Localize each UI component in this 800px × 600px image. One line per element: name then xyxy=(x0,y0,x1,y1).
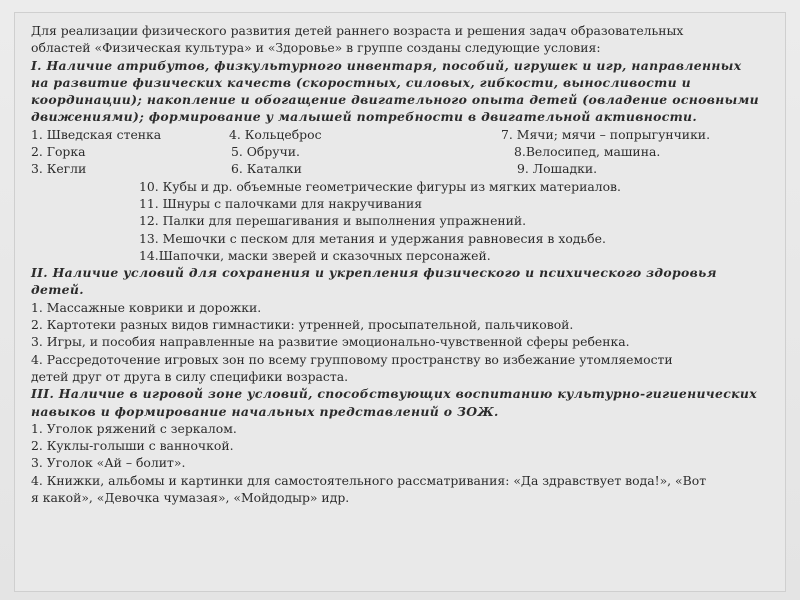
equipment-item: 3. Кегли xyxy=(31,161,87,177)
equipment-item: 9. Лошадки. xyxy=(517,161,598,177)
section-2-heading: детей. xyxy=(31,282,84,298)
section-3-heading: III. Наличие в игровой зоне условий, способствующих воспитанию культурно-гигиенических xyxy=(31,386,757,402)
list-item: 2. Картотеки разных видов гимнастики: утренней, просыпательной, пальчиковой. xyxy=(31,317,574,333)
equipment-item: 13. Мешочки с песком для метания и удержания равновесия в ходьбе. xyxy=(139,230,606,246)
section-1-heading: на развитие физических качеств (скоростных, силовых, гибкости, выносливости и xyxy=(31,74,691,90)
equipment-item: 2. Горка xyxy=(31,144,86,160)
slide-text xyxy=(31,22,771,506)
list-item: я какой», «Девочка чумазая», «Мойдодыр» идр. xyxy=(31,490,350,506)
section-1-heading: координации); накопление и обогащение двигательного опыта детей (овладение основными xyxy=(31,92,760,108)
equipment-item: 11. Шнуры с палочками для накручивания xyxy=(139,195,423,211)
list-item: 4. Рассредоточение игровых зон по всему групповому пространству во избежание утомляемости xyxy=(31,351,673,367)
section-1-heading: I. Наличие атрибутов, физкультурного инвентаря, пособий, игрушек и игр, направленных xyxy=(31,57,742,73)
equipment-item: 1. Шведская стенка xyxy=(31,126,162,142)
list-item: 1. Уголок ряжений с зеркалом. xyxy=(31,420,237,436)
list-item: 2. Куклы-голыши с ванночкой. xyxy=(31,438,234,454)
equipment-item: 5. Обручи. xyxy=(231,144,300,160)
section-2-heading: II. Наличие условий для сохранения и укрепления физического и психического здоровья xyxy=(31,265,717,281)
equipment-row xyxy=(31,160,771,177)
equipment-row xyxy=(31,143,771,160)
equipment-item: 8.Велосипед, машина. xyxy=(514,144,661,160)
equipment-row xyxy=(31,126,771,143)
equipment-item: 7. Мячи; мячи – попрыгунчики. xyxy=(501,126,711,142)
equipment-item: 4. Кольцеброс xyxy=(229,126,322,142)
list-item: 1. Массажные коврики и дорожки. xyxy=(31,299,262,315)
list-item: 4. Книжки, альбомы и картинки для самостоятельного рассматривания: «Да здравствует вода!», «Вот xyxy=(31,472,707,488)
equipment-item: 14.Шапочки, маски зверей и сказочных персонажей. xyxy=(139,247,491,263)
section-3-heading: навыков и формирование начальных представлений о ЗОЖ. xyxy=(31,403,499,419)
equipment-item: 10. Кубы и др. объемные геометрические фигуры из мягких материалов. xyxy=(139,178,621,194)
equipment-item: 12. Палки для перешагивания и выполнения упражнений. xyxy=(139,213,527,229)
intro-line: Для реализации физического развития детей раннего возраста и решения задач образовательных xyxy=(31,23,684,38)
list-item: детей друг от друга в силу специфики возраста. xyxy=(31,368,349,384)
section-1-heading: движениями); формирование у малышей потребности в двигательной активности. xyxy=(31,109,698,125)
list-item: 3. Игры, и пособия направленные на развитие эмоционально-чувственной сферы ребенка. xyxy=(31,334,630,350)
list-item: 3. Уголок «Ай – болит». xyxy=(31,455,186,471)
intro-line: областей «Физическая культура» и «Здоровье» в группе созданы следующие условия: xyxy=(31,40,601,56)
equipment-item: 6. Каталки xyxy=(231,161,302,177)
